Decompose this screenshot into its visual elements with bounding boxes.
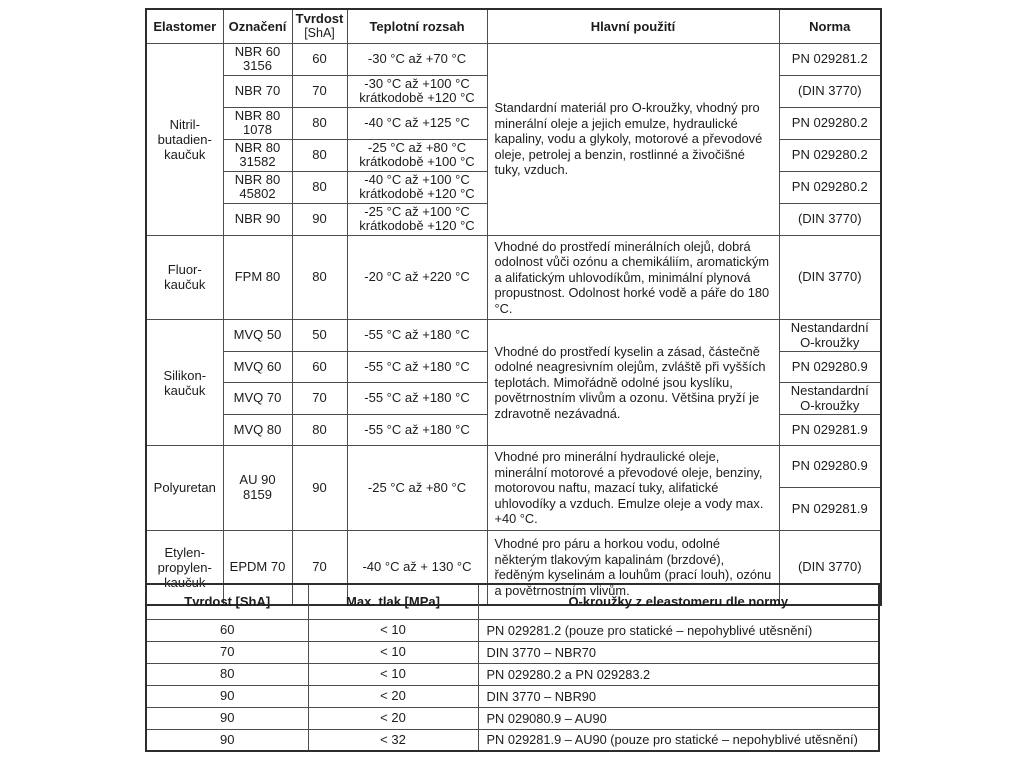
- teplotni-cell: [347, 43, 487, 75]
- header-oznaceni: [223, 9, 292, 43]
- header-tvrdost-sha: [146, 584, 308, 619]
- tlak-cell: < 10: [308, 663, 478, 685]
- table-row: [146, 707, 879, 729]
- teplotni-line: krátkodobě +120 °C: [359, 186, 475, 201]
- elastomer-name-line: Etylen-: [164, 544, 205, 560]
- norma-cell: [779, 383, 881, 415]
- tvrdost-cell: 70: [292, 530, 347, 605]
- oznaceni-line: 31582: [239, 154, 276, 169]
- norma-cell: PN 029080.9 – AU90: [478, 707, 879, 729]
- tvrdost-cell: 60: [292, 43, 347, 75]
- header-okrouzky-norma: [478, 584, 879, 619]
- oznaceni-cell: [223, 415, 292, 446]
- teplotni-line: -30 °C až +70 °C: [367, 50, 467, 66]
- pouziti-cell-mvq: [487, 320, 779, 446]
- tvrdost-cell: 50: [292, 320, 347, 352]
- header-label: Teplotní rozsah: [369, 18, 465, 34]
- oznaceni-line: NBR 80: [234, 107, 281, 123]
- pouziti-text: Vhodné pro minerální hydraulické oleje, minerální motorové a převodové oleje, benziny, motorovou naftu, mazací tuky, alifatické uhlovodíky a vzduch. Emulze oleje a vody max. +40 °C.: [494, 449, 764, 526]
- elastomer-name-line: Silikon-: [163, 367, 207, 383]
- table-row: [146, 619, 879, 641]
- teplotni-line: krátkodobě +120 °C: [359, 90, 475, 105]
- table-header-row: [146, 584, 879, 619]
- header-max-tlak: [308, 584, 478, 619]
- header-label: Max. tlak [MPa]: [346, 594, 440, 610]
- norma-cell: PN 029281.9 – AU90 (pouze pro statické – nepohyblivé utěsnění): [478, 729, 879, 751]
- tvrdost-cell: 90: [292, 203, 347, 235]
- teplotni-cell: [347, 171, 487, 203]
- tvrdost-cell: 90: [146, 729, 308, 751]
- norma-cell: [779, 488, 881, 530]
- oznaceni-line: NBR 90: [234, 210, 281, 226]
- norma-cell: [779, 171, 881, 203]
- header-hlavni-pouziti: [487, 9, 779, 43]
- oznaceni-cell: [223, 446, 292, 531]
- norma-cell: [779, 352, 881, 383]
- norma-line: PN 029280.9: [791, 458, 868, 474]
- teplotni-line: krátkodobě +120 °C: [359, 218, 475, 233]
- oznaceni-cell: [223, 43, 292, 75]
- teplotni-cell: [347, 75, 487, 107]
- header-label: Tvrdost: [295, 11, 344, 27]
- norma-line: PN 029280.2: [791, 178, 868, 194]
- teplotni-cell: [347, 446, 487, 531]
- teplotni-cell: [347, 235, 487, 320]
- norma-line: PN 029281.9: [791, 421, 868, 437]
- tvrdost-cell: 80: [292, 139, 347, 171]
- norma-line: PN 029280.2: [791, 146, 868, 162]
- tlak-cell: < 10: [308, 619, 478, 641]
- oznaceni-line: FPM 80: [234, 269, 281, 284]
- norma-line: O-kroužky: [800, 397, 860, 413]
- teplotni-cell: [347, 107, 487, 139]
- teplotni-line: -55 °C až +180 °C: [364, 327, 470, 343]
- pouziti-text: Vhodné do prostředí minerálních olejů, dobrá odolnost vůči ozónu a chemikáliím, aromatickým a alifatickým uhlovodíkům, minimální plynová propustnost. Odolnost horké vodě a páře do 180 °C.: [494, 238, 770, 316]
- norma-cell: DIN 3770 – NBR90: [478, 685, 879, 707]
- tvrdost-cell: 90: [292, 446, 347, 531]
- oznaceni-cell: [223, 383, 292, 415]
- oznaceni-line: MVQ 50: [233, 327, 282, 343]
- oznaceni-cell: [223, 75, 292, 107]
- tvrdost-cell: 90: [146, 707, 308, 729]
- table-row: [146, 729, 879, 751]
- table-row: [146, 320, 881, 352]
- teplotni-cell: [347, 139, 487, 171]
- tlak-cell: < 10: [308, 641, 478, 663]
- teplotni-line: -55 °C až +180 °C: [364, 358, 470, 374]
- teplotni-line: -25 °C až +80 °C: [367, 479, 467, 495]
- norma-line: PN 029281.2: [791, 50, 868, 66]
- teplotni-cell: [347, 203, 487, 235]
- table-row: [146, 446, 881, 488]
- tvrdost-cell: 80: [146, 663, 308, 685]
- elastomer-cell-mvq: [146, 320, 223, 446]
- tvrdost-cell: 80: [292, 415, 347, 446]
- elastomer-properties-table: [145, 8, 882, 606]
- pouziti-text: Vhodné do prostředí kyselin a zásad, částečně odolné neagresivním olejům, zvláště při vyšších teplotách. Mimořádně odolné jsou kyslíku, povětrnostním vlivům a ozonu. Většina pryží je zdravotně nezávadná.: [494, 343, 766, 421]
- elastomer-name-line: kaučuk: [164, 574, 206, 590]
- norma-line: PN 029280.2: [791, 114, 868, 130]
- tvrdost-cell: 80: [292, 235, 347, 320]
- oznaceni-line: 45802: [239, 186, 276, 201]
- oznaceni-line: NBR 80: [234, 171, 281, 187]
- oznaceni-cell: [223, 203, 292, 235]
- pressure-norms-table: [145, 583, 880, 752]
- table-row: [146, 685, 879, 707]
- tvrdost-cell: 70: [292, 75, 347, 107]
- elastomer-name-line: propylen-: [157, 559, 212, 575]
- elastomer-name-line: Nitril-: [169, 116, 200, 132]
- tvrdost-cell: 90: [146, 685, 308, 707]
- teplotni-line: krátkodobě +100 °C: [359, 154, 475, 169]
- elastomer-cell-fpm: [146, 235, 223, 320]
- elastomer-name-line: kaučuk: [164, 382, 206, 398]
- oznaceni-line: 1078: [243, 122, 272, 137]
- tvrdost-cell: 60: [146, 619, 308, 641]
- elastomer-cell-nbr: [146, 43, 223, 235]
- header-tvrdost: [292, 9, 347, 43]
- tvrdost-cell: 80: [292, 107, 347, 139]
- table-row: [146, 663, 879, 685]
- teplotni-cell: [347, 383, 487, 415]
- teplotni-cell: [347, 415, 487, 446]
- teplotni-line: -25 °C až +100 °C: [364, 203, 470, 219]
- elastomer-cell-au: [146, 446, 223, 531]
- norma-cell: [779, 203, 881, 235]
- oznaceni-line: MVQ 60: [233, 358, 282, 374]
- norma-cell: [779, 320, 881, 352]
- oznaceni-cell: [223, 171, 292, 203]
- norma-cell: [779, 43, 881, 75]
- norma-cell: [779, 235, 881, 320]
- teplotni-cell: [347, 352, 487, 383]
- oznaceni-cell: [223, 139, 292, 171]
- norma-cell: PN 029281.2 (pouze pro statické – nepohyblivé utěsnění): [478, 619, 879, 641]
- norma-line: (DIN 3770): [797, 82, 862, 98]
- norma-line: (DIN 3770): [797, 210, 862, 226]
- norma-cell: [779, 107, 881, 139]
- header-label: Tvrdost [ShA]: [184, 594, 271, 610]
- teplotni-line: -20 °C až +220 °C: [364, 269, 470, 284]
- elastomer-name-line: Polyuretan: [153, 480, 216, 496]
- norma-cell: [779, 75, 881, 107]
- oznaceni-cell: [223, 235, 292, 320]
- oznaceni-cell: [223, 352, 292, 383]
- norma-line: Nestandardní: [790, 383, 869, 398]
- header-label: Norma: [809, 18, 851, 34]
- oznaceni-line: AU 90: [239, 472, 276, 488]
- elastomer-name-line: butadien-: [157, 131, 212, 147]
- teplotni-line: -40 °C až + 130 °C: [362, 559, 472, 574]
- table-row: [146, 235, 881, 320]
- oznaceni-line: NBR 60: [234, 43, 281, 59]
- norma-cell: PN 029280.2 a PN 029283.2: [478, 663, 879, 685]
- elastomer-name-line: Fluor-: [167, 262, 202, 278]
- teplotni-line: -30 °C až +100 °C: [364, 75, 470, 91]
- tlak-cell: < 20: [308, 685, 478, 707]
- elastomer-name-line: kaučuk: [164, 146, 206, 162]
- tvrdost-cell: 70: [146, 641, 308, 663]
- header-label: Hlavní použití: [590, 18, 676, 34]
- tlak-cell: < 20: [308, 707, 478, 729]
- oznaceni-cell: [223, 107, 292, 139]
- oznaceni-line: 3156: [243, 58, 272, 73]
- teplotni-line: -55 °C až +180 °C: [364, 390, 470, 406]
- oznaceni-line: NBR 70: [234, 82, 281, 98]
- oznaceni-line: NBR 80: [234, 139, 281, 155]
- norma-cell: [779, 446, 881, 488]
- norma-cell: DIN 3770 – NBR70: [478, 641, 879, 663]
- norma-line: PN 029281.9: [791, 500, 868, 516]
- header-norma: [779, 9, 881, 43]
- teplotni-line: -25 °C až +80 °C: [367, 139, 467, 155]
- teplotni-line: -55 °C až +180 °C: [364, 421, 470, 437]
- pouziti-cell-au: [487, 446, 779, 531]
- tvrdost-cell: 80: [292, 171, 347, 203]
- tvrdost-cell: 70: [292, 383, 347, 415]
- oznaceni-line: MVQ 70: [233, 390, 282, 406]
- teplotni-line: -40 °C až +125 °C: [364, 114, 470, 130]
- header-teplotni-rozsah: [347, 9, 487, 43]
- table-header-row: [146, 9, 881, 43]
- pouziti-cell-fpm: [487, 235, 779, 320]
- table-row: [146, 43, 881, 75]
- pouziti-cell-nbr: [487, 43, 779, 235]
- header-unit: [ShA]: [304, 26, 335, 41]
- norma-cell: [779, 415, 881, 446]
- header-label: Elastomer: [153, 18, 217, 34]
- tvrdost-cell: 60: [292, 352, 347, 383]
- header-label: Označení: [228, 18, 287, 34]
- norma-line: Nestandardní: [790, 320, 869, 335]
- norma-line: O-kroužky: [800, 334, 860, 350]
- header-elastomer: [146, 9, 223, 43]
- teplotni-line: -40 °C až +100 °C: [364, 171, 470, 187]
- pouziti-text: Vhodné pro páru a horkou vodu, odolné některým tlakovým kapalinám (brzdové), ředěným kyselinám a louhům (prací louh), ozónu a povětrnostním vlivům.: [494, 536, 772, 598]
- norma-line: PN 029280.9: [791, 358, 868, 374]
- pouziti-text: Standardní materiál pro O-kroužky, vhodný pro minerální oleje a jejich emulze, hydraulické kapaliny, vodu a glykoly, motorové a převodové oleje, petrolej a benzin, rostlinné a živočišné tuky, vzduch.: [494, 100, 763, 178]
- header-label: O-kroužky z eleastomeru dle normy: [568, 594, 789, 610]
- table-row: [146, 641, 879, 663]
- teplotni-cell: [347, 320, 487, 352]
- tlak-cell: < 32: [308, 729, 478, 751]
- norma-line: (DIN 3770): [797, 559, 862, 574]
- elastomer-name-line: kaučuk: [164, 277, 206, 293]
- oznaceni-line: MVQ 80: [233, 421, 282, 437]
- norma-line: (DIN 3770): [797, 269, 862, 284]
- oznaceni-line: 8159: [243, 486, 272, 502]
- oznaceni-cell: [223, 320, 292, 352]
- norma-cell: [779, 139, 881, 171]
- oznaceni-line: EPDM 70: [229, 559, 286, 574]
